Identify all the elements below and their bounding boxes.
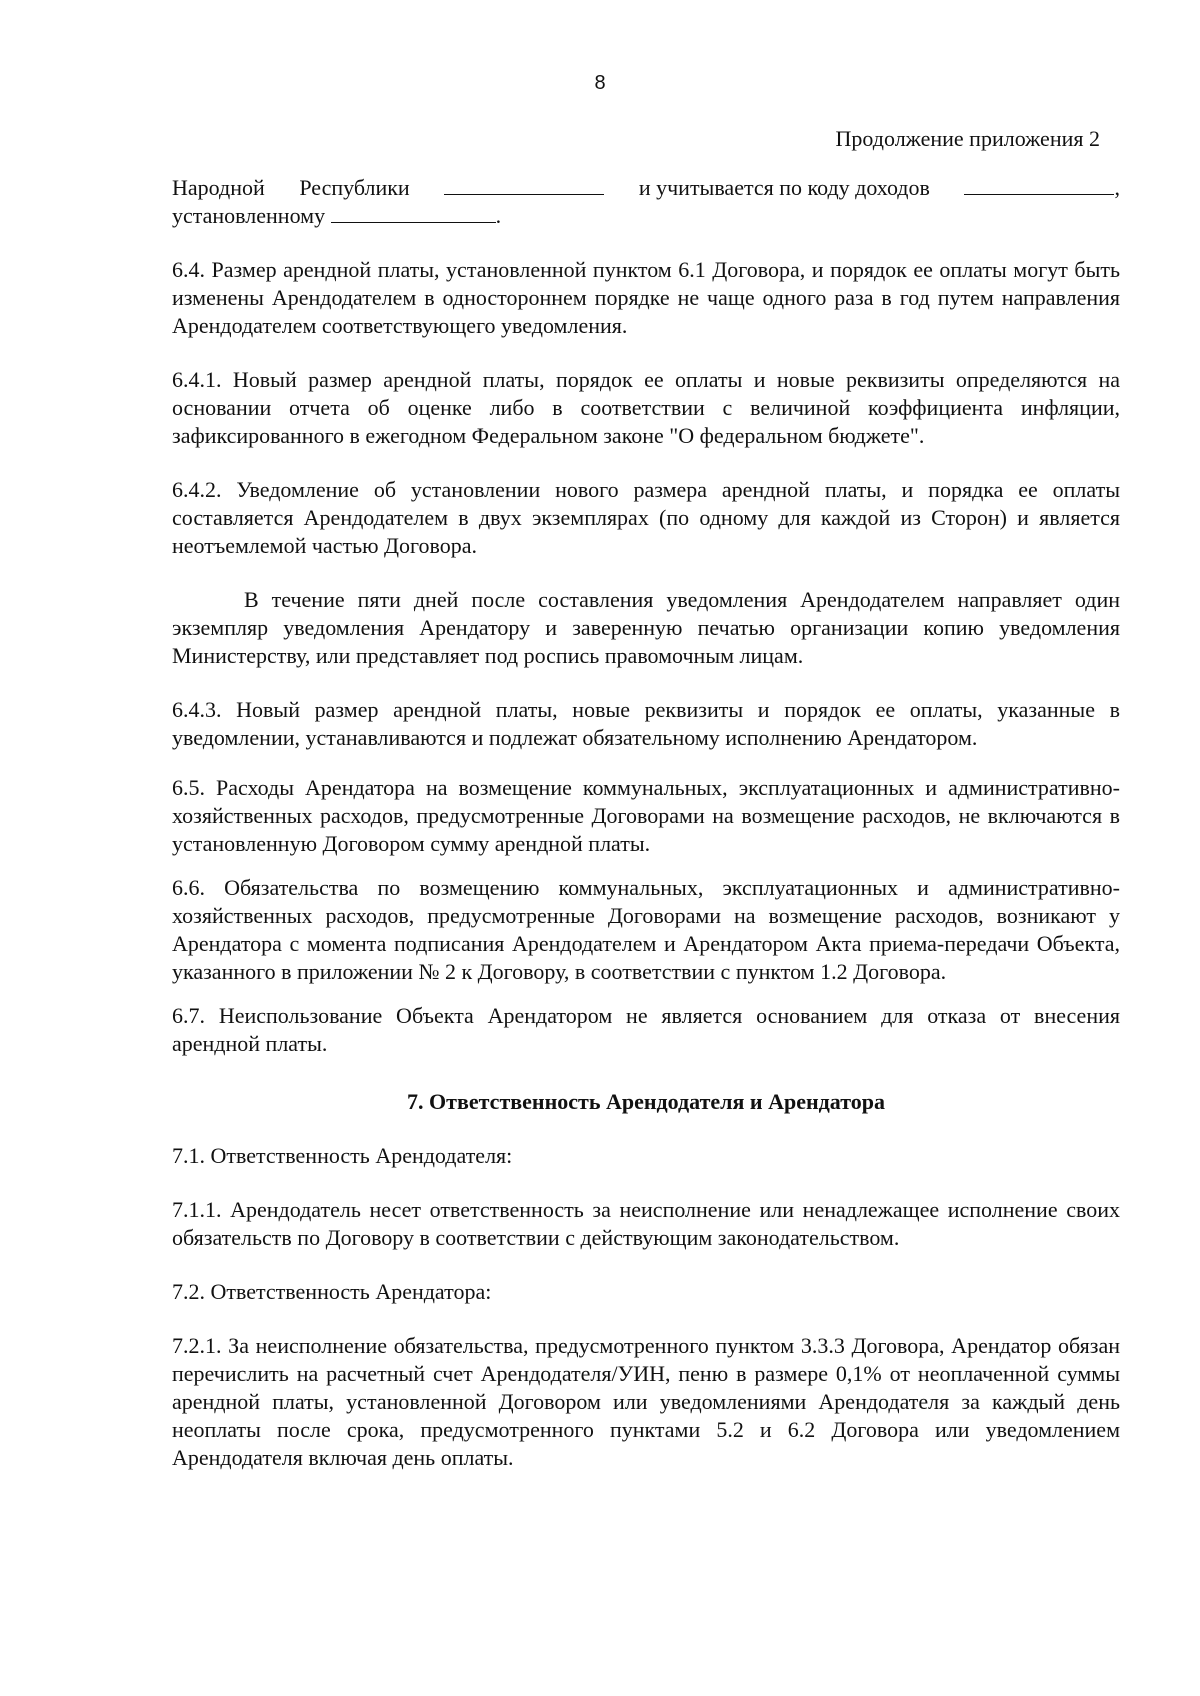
- paragraph-7-2-1: 7.2.1. За неисполнение обязательства, предусмотренного пунктом 3.3.3 Договора, Арендатор обязан перечислить на расчетный счет Арендодателя/УИН, пеню в размере 0,1% от неоплаченной суммы арендной платы, установленной Договором или уведомлениями Арендодателя за каждый день неоплаты после срока, предусмотренного пунктами 5.2 и 6.2 Договора или уведомлением Арендодателя включая день оплаты.: [172, 1333, 1120, 1470]
- intro-line-2: [172, 202, 1120, 230]
- intro-line-1: [172, 174, 1120, 202]
- intro-period: .: [495, 203, 502, 228]
- annex-note: Продолжение приложения 2: [835, 126, 1100, 151]
- section-7-title: 7. Ответственность Арендодателя и Арендатора: [407, 1089, 885, 1114]
- intro-comma: ,: [1114, 175, 1120, 200]
- intro-established-text: установленному: [172, 203, 326, 228]
- intro-word-1: Народной: [172, 175, 265, 200]
- paragraph-6-4-1: 6.4.1. Новый размер арендной платы, порядок ее оплаты и новые реквизиты определяются на основании отчета об оценке либо в соответствии с величиной коэффициента инфляции, зафиксированного в ежегодном Федеральном законе "О федеральном бюджете".: [172, 367, 1120, 448]
- blank-field-revenue-code: [964, 174, 1114, 195]
- paragraph-6-4-2-notice: В течение пяти дней после составления уведомления Арендодателем направляет один экземпляр уведомления Арендатору и заверенную печатью организации копию уведомления Министерству, или представляет под роспись правомочным лицам.: [172, 587, 1120, 668]
- paragraph-6-7: 6.7. Неиспользование Объекта Арендатором не является основанием для отказа от внесения арендной платы.: [172, 1003, 1120, 1056]
- paragraph-6-4-3: 6.4.3. Новый размер арендной платы, новые реквизиты и порядок ее оплаты, указанные в уведомлении, устанавливаются и подлежат обязательному исполнению Арендатором.: [172, 697, 1120, 750]
- paragraph-6-5: 6.5. Расходы Арендатора на возмещение коммунальных, эксплуатационных и административно-хозяйственных расходов, предусмотренные Договорами на возмещение расходов, не включаются в установленную Договором сумму арендной платы.: [172, 775, 1120, 856]
- intro-revenue-code-text: и учитывается по коду доходов: [638, 175, 930, 200]
- paragraph-6-4-2: 6.4.2. Уведомление об установлении нового размера арендной платы, и порядка ее оплаты составляется Арендодателем в двух экземплярах (по одному для каждой из Сторон) и является неотъемлемой частью Договора.: [172, 477, 1120, 558]
- paragraph-6-6: 6.6. Обязательства по возмещению коммунальных, эксплуатационных и административно-хозяйственных расходов, предусмотренные Договорами на возмещение расходов, возникают у Арендатора с момента подписания Арендодателем и Арендатором Акта приема-передачи Объекта, указанного в приложении № 2 к Договору, в соответствии с пунктом 1.2 Договора.: [172, 875, 1120, 984]
- paragraph-7-1: 7.1. Ответственность Арендодателя:: [172, 1143, 513, 1168]
- blank-field-established: [331, 202, 496, 223]
- paragraph-7-2: 7.2. Ответственность Арендатора:: [172, 1279, 492, 1304]
- page-number: 8: [594, 72, 606, 94]
- paragraph-6-4: 6.4. Размер арендной платы, установленной пунктом 6.1 Договора, и порядок ее оплаты могут быть изменены Арендодателем в одностороннем порядке не чаще одного раза в год путем направления Арендодателем соответствующего уведомления.: [172, 257, 1120, 338]
- intro-word-2: Республики: [299, 175, 410, 200]
- document-body: [172, 174, 1120, 1472]
- paragraph-7-1-1: 7.1.1. Арендодатель несет ответственность за неисполнение или ненадлежащее исполнение своих обязательств по Договору в соответствии с действующим законодательством.: [172, 1197, 1120, 1250]
- intro-block: [172, 174, 1120, 230]
- blank-field-revenue-code-wrap: [964, 174, 1120, 202]
- blank-field-republic: [444, 174, 604, 195]
